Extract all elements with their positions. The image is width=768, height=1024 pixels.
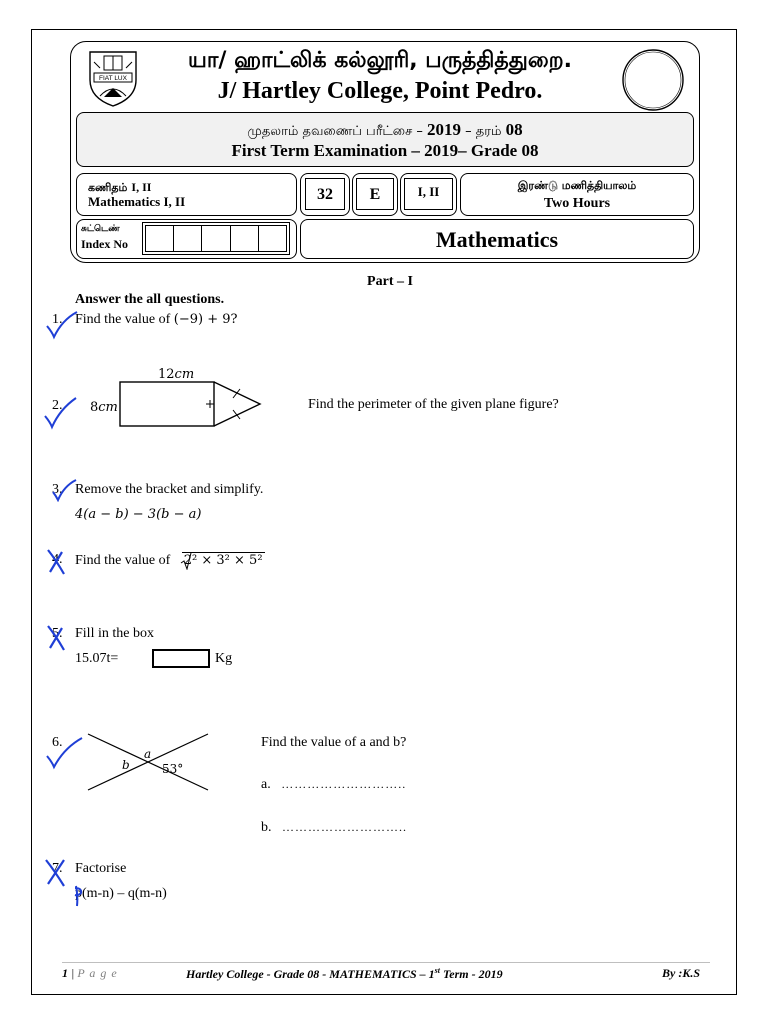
question-text: Find the value of a and b? (261, 735, 407, 750)
medium-code: E (356, 178, 394, 210)
footer-rule (62, 962, 710, 963)
conversion-unit: Kg (215, 651, 233, 666)
question-number: 7. (52, 861, 63, 876)
tick-mark-icon (44, 310, 78, 340)
question-text: Factorise (75, 861, 127, 876)
seal-circle (621, 48, 685, 112)
cross-mark-icon (44, 546, 70, 576)
page-word: P a g e (77, 966, 118, 980)
duration-english: Two Hours (543, 196, 611, 211)
exam-title-english: First Term Examination – 2019– Grade 08 (231, 141, 539, 160)
page-indicator (62, 966, 118, 981)
question-number: 1. (52, 312, 63, 327)
school-name-english: J/ Hartley College, Point Pedro. (217, 78, 543, 104)
subject-title: Mathematics (435, 227, 559, 252)
footer-title-sup: st (434, 966, 441, 975)
cross-mark-icon (44, 622, 70, 652)
question-number: 2. (52, 398, 63, 413)
duration-tamil: இரண்டு மணித்தியாலம் (517, 179, 637, 192)
index-digit-cells (145, 225, 287, 252)
figure-label-unit: cm (174, 367, 195, 382)
footer-title (186, 966, 503, 982)
footer-title-end: Term - 2019 (440, 967, 503, 981)
index-digit-cell[interactable] (259, 225, 287, 252)
square-root-icon (180, 552, 192, 570)
question-number: 4. (52, 552, 63, 567)
conversion-left: 15.07t= (75, 651, 119, 666)
index-digit-cell[interactable] (174, 225, 202, 252)
part-title: Part – I (367, 274, 413, 289)
question-text: Fill in the box (75, 626, 154, 641)
figure-label-unit: cm (98, 400, 118, 415)
index-digit-cell[interactable] (231, 225, 259, 252)
question-math: 2² × 3² × 5² (183, 553, 263, 568)
angle-label-a: a (144, 747, 152, 761)
question-1 (75, 312, 237, 328)
answer-dots: ……………………….. (282, 820, 407, 834)
subject-tamil-paper: I, II (131, 180, 152, 194)
question-text: Remove the bracket and simplify. (75, 482, 264, 497)
exam-title-tamil-prefix: முதலாம் தவணைப் பரீட்சை – (247, 124, 428, 139)
pen-mark-icon (72, 884, 86, 908)
answer-label: a. (261, 777, 271, 792)
answer-line-a[interactable] (261, 777, 406, 793)
question-math: 4(a − b) − 3(b − a) (75, 507, 202, 522)
index-digit-cell[interactable] (202, 225, 230, 252)
page-number: 1 (62, 966, 68, 980)
question-text: Find the value of (75, 312, 171, 327)
answer-line-b[interactable] (261, 820, 407, 836)
plane-figure-diagram (118, 380, 264, 428)
question-expression: p(m-n) – q(m-n) (75, 886, 167, 901)
exam-grade: 08 (505, 120, 523, 139)
question-number: 5. (52, 626, 63, 641)
question-4 (75, 552, 265, 569)
tick-mark-icon (42, 396, 78, 430)
question-text: Find the value of (75, 553, 171, 568)
exam-title-tamil (76, 120, 694, 140)
angle-label-given: 53° (162, 762, 184, 776)
intersecting-lines-diagram (86, 732, 210, 792)
question-math: (−9) + 9? (173, 312, 238, 327)
index-digit-cell[interactable] (145, 225, 174, 252)
question-text: Find the perimeter of the given plane figure? (308, 397, 559, 412)
exam-year: 2019 (427, 120, 462, 139)
subject-tamil-label: கணிதம் (88, 181, 128, 194)
school-name-tamil: யா/ ஹாட்லிக் கல்லூரி, பருத்தித்துறை. (188, 48, 572, 73)
footer-author: By :K.S (662, 966, 701, 980)
logo-motto: FIAT LUX (99, 75, 127, 82)
paper-code: I, II (404, 178, 453, 210)
subject-code: 32 (305, 178, 345, 210)
figure-label-value: 8 (90, 400, 99, 415)
figure-label-value: 12 (158, 367, 175, 382)
tick-mark-icon (50, 478, 78, 502)
page-separator: | (68, 966, 78, 980)
cross-mark-icon (42, 856, 70, 888)
question-number: 3. (52, 482, 63, 497)
subject-english: Mathematics I, II (88, 194, 186, 209)
tick-mark-icon (44, 734, 84, 770)
answer-label: b. (261, 820, 272, 835)
figure-label-left (90, 399, 118, 415)
answer-dots: ……………………….. (281, 777, 407, 791)
exam-grade-label-tamil: – தரம் (461, 124, 506, 139)
index-label-tamil: சுட்டெண் (81, 224, 120, 234)
school-logo (82, 46, 144, 108)
angle-label-b: b (122, 758, 130, 772)
index-label-english: Index No (81, 237, 129, 251)
question-number: 6. (52, 735, 63, 750)
footer-title-main: Hartley College - Grade 08 - MATHEMATICS – 1 (186, 967, 435, 981)
answer-box[interactable] (152, 649, 210, 668)
instruction: Answer the all questions. (75, 292, 225, 307)
